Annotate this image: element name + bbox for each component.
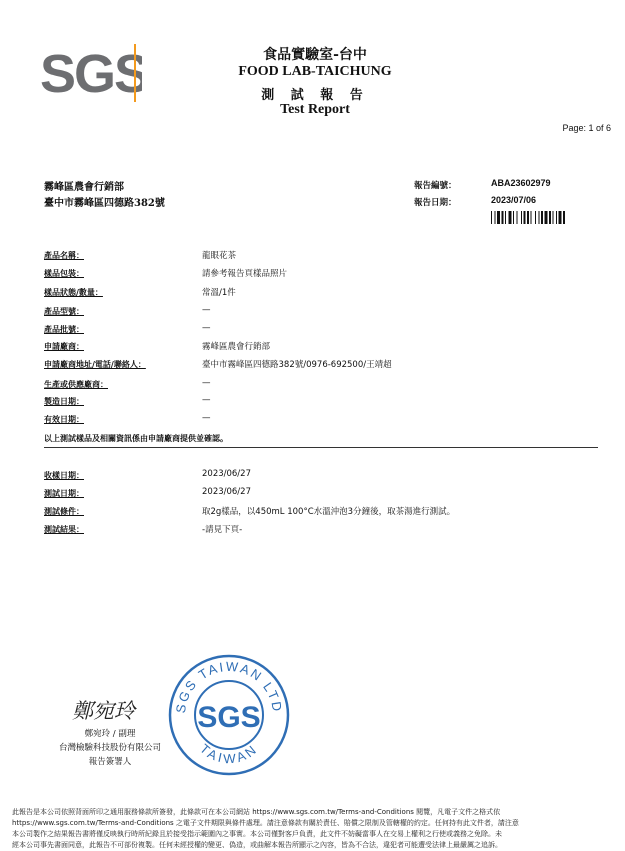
barcode: [491, 209, 597, 222]
lab-name-zh: 食品實驗室-台中: [263, 47, 367, 63]
field-value-test-date: 2023/06/27: [202, 487, 251, 497]
field-value-test-result: -請見下頁-: [202, 525, 243, 535]
sgs-logo-text: SGS: [40, 44, 142, 104]
field-label-model: 產品型號：: [44, 306, 84, 316]
field-value-test-condition: 取2g樣品，以450mL 100°C水溫沖泡3分鐘後，取茶湯進行測試。: [202, 507, 456, 517]
field-label-applicant-contact: 申請廠商地址/電話/聯絡人：: [44, 359, 146, 369]
field-value-receipt-date: 2023/06/27: [202, 469, 251, 479]
signer-company: 台灣檢驗科技股份有限公司: [58, 743, 161, 753]
field-value-batch: —: [202, 323, 211, 333]
field-label-test-condition: 測試條件：: [44, 506, 84, 516]
field-value-model: —: [202, 305, 211, 315]
field-label-test-result: 測試結果：: [44, 524, 84, 534]
sgs-logo: [38, 42, 142, 104]
field-label-state-qty: 樣品狀態/數量：: [44, 287, 103, 297]
customer-address: 臺中市霧峰區四德路382號: [44, 198, 165, 209]
field-value-state-qty: 常溫/1件: [202, 288, 236, 298]
field-value-applicant: 霧峰區農會行銷部: [202, 342, 271, 352]
report-no: ABA23602979: [491, 178, 551, 188]
footer-line: 此報告是本公司依照背面所印之通用服務條款所簽發，此條款可在本公司網站 https://www.sgs.com.tw/Terms-and-Conditions 閱覽，凡電子文件之格式依: [12, 808, 501, 816]
stamp-center-text: SGS: [197, 701, 261, 734]
customer-name: 霧峰區農會行銷部: [44, 182, 124, 193]
report-title-zh: 測 試 報 告: [261, 88, 369, 103]
divider: [44, 447, 598, 448]
lab-name-en: FOOD LAB-TAICHUNG: [238, 64, 392, 79]
page-number: Page: 1 of 6: [562, 123, 611, 133]
field-label-receipt-date: 收樣日期：: [44, 470, 84, 480]
handwritten-signature: [70, 690, 150, 726]
signer-role: 報告簽署人: [88, 757, 132, 767]
field-label-manufacturer: 生產或供應廠商：: [44, 379, 108, 389]
report-date-label: 報告日期：: [414, 198, 457, 208]
field-label-batch: 產品批號：: [44, 324, 84, 334]
signer-name: 鄭宛玲 / 副理: [84, 729, 136, 739]
report-title-en: Test Report: [280, 102, 350, 117]
field-label-product-name: 產品名稱：: [44, 250, 84, 260]
footer-line: 經本公司事先書面同意，此報告不可部份複製。任何未經授權的變更、偽造，或曲解本報告所顯示之內容，皆為不合法，違犯者可能遭受法律上最嚴厲之追訴。: [12, 841, 502, 849]
field-label-test-date: 測試日期：: [44, 488, 84, 498]
field-value-expiry: —: [202, 413, 211, 423]
field-value-mfg-date: —: [202, 395, 211, 405]
svg-text:TAIWAN: [197, 741, 261, 767]
field-label-expiry: 有效日期：: [44, 414, 84, 424]
field-value-applicant-contact: 臺中市霧峰區四德路382號/0976-692500/王靖超: [202, 360, 392, 370]
field-label-packaging: 樣品包裝：: [44, 268, 84, 278]
report-date: 2023/07/06: [491, 195, 537, 205]
field-label-applicant: 申請廠商：: [44, 341, 84, 351]
stamp-top-text: SGS TAIWAN LTD: [172, 658, 286, 715]
disclaimer-note: 以上測試樣品及相關資訊係由申請廠商提供並確認。: [44, 433, 228, 443]
field-label-mfg-date: 製造日期：: [44, 396, 84, 406]
field-value-manufacturer: —: [202, 378, 211, 388]
sgs-seal-stamp: [167, 653, 291, 777]
stamp-bottom-text: TAIWAN: [197, 740, 262, 767]
footer-terms: [12, 807, 614, 851]
signature-text: 鄭宛玲: [72, 699, 135, 723]
footer-line: https://www.sgs.com.tw/Terms-and-Conditions 之電子文件期限與條件處理。請注意條款有關於責任、賠償之限制及管轄權的約定。任何持有此文件者，請注意: [12, 819, 519, 827]
field-value-product-name: 龍眼花茶: [202, 251, 237, 261]
report-no-label: 報告編號：: [414, 181, 457, 191]
field-value-packaging: 請參考報告頁樣品照片: [202, 269, 288, 279]
footer-line: 本公司製作之結果報告書將僅反映執行時所紀錄且於接受指示範圍內之事實。本公司僅對客戶負責，此文件不妨礙當事人在交易上權利之行使或義務之免除。未: [12, 830, 502, 838]
